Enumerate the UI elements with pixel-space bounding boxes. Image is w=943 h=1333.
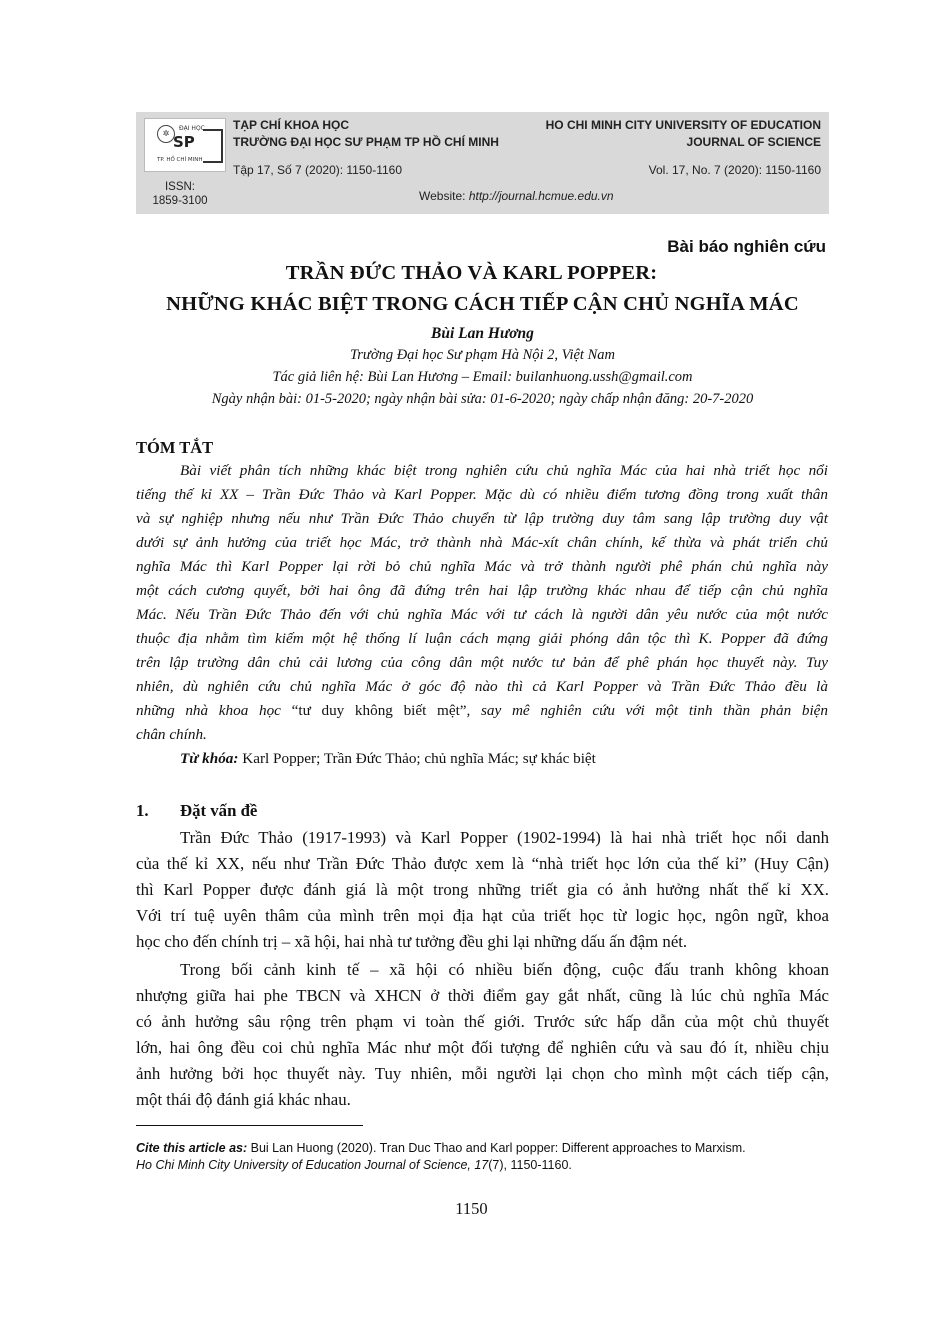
keywords-label: Từ khóa: — [180, 750, 239, 767]
abstract-line: nghĩa Mác thì Karl Popper lại rời bỏ chủ nghĩa Mác và trở thành người phê phán chủ nghĩa này — [136, 558, 828, 575]
website-link[interactable]: http://journal.hcmue.edu.vn — [468, 189, 614, 203]
website — [419, 189, 614, 203]
logo-bracket-icon — [203, 129, 223, 163]
body-line: Với trí tuệ uyên thâm của mình trên mọi địa hạt của triết học từ logic học, ngôn ngữ, khoa — [136, 906, 829, 925]
citation-pages: (7), 1150-1160. — [488, 1158, 572, 1172]
title-line-2: NHỮNG KHÁC BIỆT TRONG CÁCH TIẾP CẬN CHỦ NGHĨA MÁC — [166, 293, 799, 315]
article-type: Bài báo nghiên cứu — [667, 237, 826, 256]
citation-line-1 — [136, 1141, 746, 1155]
logo-mark: SP — [173, 133, 195, 151]
atom-icon: ✲ — [157, 125, 175, 143]
body-line: có ảnh hưởng sâu rộng trên phạm vi toàn thế giới. Trước sức hấp dẫn của một chủ thuyết — [136, 1012, 829, 1031]
article-dates: Ngày nhận bài: 01-5-2020; ngày nhận bài sửa: 01-6-2020; ngày chấp nhận đăng: 20-7-2020 — [211, 391, 754, 407]
abstract-line-11-start: những nhà khoa học — [136, 702, 292, 719]
website-label: Website: — [419, 189, 469, 203]
journal-name-en: JOURNAL OF SCIENCE — [686, 135, 821, 149]
journal-name-vn: TẠP CHÍ KHOA HỌC — [233, 118, 350, 132]
body-line: thì Karl Popper được đánh giá là một trong những triết gia có ảnh hưởng nhất thế kỉ XX. — [136, 880, 829, 899]
abstract-line: chân chính. — [136, 726, 207, 743]
body-line: của thế kỉ XX, nếu như Trần Đức Thảo được xem là “nhà triết học lớn của thế kỉ” (Huy Cận) — [136, 854, 829, 873]
abstract-line: nhiên, dù nghiên cứu chủ nghĩa Mác ở góc độ nào thì cả Karl Popper và Trần Đức Thảo đều là — [136, 678, 828, 695]
abstract-line: Bài viết phân tích những khác biệt trong nghiên cứu chủ nghĩa Mác của hai nhà triết học nổi — [180, 462, 828, 479]
issue-en: Vol. 17, No. 7 (2020): 1150-1160 — [648, 163, 821, 177]
body-line: Trần Đức Thảo (1917-1993) và Karl Popper (1902-1994) là hai nhà triết học nổi danh — [180, 828, 829, 847]
body-line: Trong bối cảnh kinh tế – xã hội có nhiều biến động, cuộc đấu tranh không khoan — [180, 960, 829, 979]
logo-top-text: ĐẠI HỌC — [179, 125, 205, 132]
issn-value: 1859-3100 — [152, 195, 208, 207]
abstract-line: trên lập trường dân chủ cải lương của công dân một nước tư bản để phê phán học thuyết này. Tuy — [136, 654, 828, 671]
page-number: 1150 — [455, 1199, 488, 1218]
university-logo — [144, 118, 226, 172]
keywords — [180, 750, 596, 768]
abstract-heading: TÓM TẮT — [136, 438, 214, 457]
footnote-rule — [136, 1125, 363, 1126]
abstract-line: Mác. Nếu Trần Đức Thảo đến với chủ nghĩa Mác với tư cách là người dân yêu nước của một nước — [136, 606, 828, 623]
citation-text: Bui Lan Huong (2020). Tran Duc Thao and Karl popper: Different approaches to Marxism. — [247, 1141, 746, 1155]
abstract-line: dưới sự ảnh hưởng của triết học Mác, trở thành nhà Mác-xít chân chính, kế thừa và phát triển chủ — [136, 534, 828, 551]
citation-label: Cite this article as: — [136, 1141, 248, 1155]
body-line: học cho đến chính trị – xã hội, hai nhà tư tưởng đều ghi lại những dấu ấn đậm nét. — [136, 932, 688, 951]
keywords-list: Karl Popper; Trần Đức Thảo; chủ nghĩa Mác; sự khác biệt — [238, 750, 596, 767]
abstract-quote: “tư duy không biết mệt” — [291, 702, 467, 719]
citation-journal: Ho Chi Minh City University of Education Journal of Science, 17 — [136, 1158, 489, 1172]
corresponding-author: Tác giả liên hệ: Bùi Lan Hương – Email: builanhuong.ussh@gmail.com — [272, 369, 693, 385]
abstract-line: tiếng thế kỉ XX – Trần Đức Thảo và Karl Popper. Mặc dù có nhiều điểm tương đồng trong xuất thân — [136, 486, 828, 503]
section-number: 1. — [136, 801, 149, 820]
author: Bùi Lan Hương — [431, 325, 534, 342]
body-line: ảnh hưởng bởi học thuyết này. Tuy nhiên, mỗi người lại chọn cho mình một cách tiếp cận, — [136, 1064, 829, 1083]
body-line: lớn, hai ông đều coi chủ nghĩa Mác như một đối tượng để nghiên cứu và sau đó ít, nhiều chịu — [136, 1038, 829, 1057]
abstract-line: và sự nghiệp nhưng nếu như Trần Đức Thảo chuyển từ lập trường duy tâm sang lập trường duy vật — [136, 510, 828, 527]
abstract-line: một cách cương quyết, bởi hai ông đã đứng trên hai lập trường khác nhau để tiếp cận chủ nghĩa — [136, 582, 828, 599]
logo-bottom-text: TP. HỒ CHÍ MINH — [157, 157, 203, 163]
title-line-1: TRẦN ĐỨC THẢO VÀ KARL POPPER: — [285, 262, 658, 284]
issn — [142, 180, 218, 208]
body-line: một thái độ đánh giá khác nhau. — [136, 1090, 351, 1109]
affiliation: Trường Đại học Sư phạm Hà Nội 2, Việt Nam — [350, 347, 615, 363]
journal-header — [136, 112, 829, 214]
body-line: nhượng giữa hai phe TBCN và XHCN ở thời điểm gay gắt nhất, cũng là lúc chủ nghĩa Mác — [136, 986, 829, 1005]
issue-vn: Tập 17, Số 7 (2020): 1150-1160 — [233, 163, 403, 177]
citation-line-2 — [136, 1158, 572, 1172]
abstract-line: thuộc địa nhằm tìm kiếm một hệ thống lí luận cách mạng giải phóng dân tộc thì K. Popper đã đứng — [136, 630, 828, 647]
section-heading: Đặt vấn đề — [180, 801, 258, 820]
abstract-line-11-end: , say mê nghiên cứu với một tinh thần phản biện — [466, 702, 829, 719]
university-name-en: HO CHI MINH CITY UNIVERSITY OF EDUCATION — [545, 118, 821, 132]
issn-label: ISSN: — [164, 181, 196, 193]
university-name-vn: TRƯỜNG ĐẠI HỌC SƯ PHẠM TP HỒ CHÍ MINH — [233, 135, 499, 149]
abstract-line — [136, 702, 828, 720]
